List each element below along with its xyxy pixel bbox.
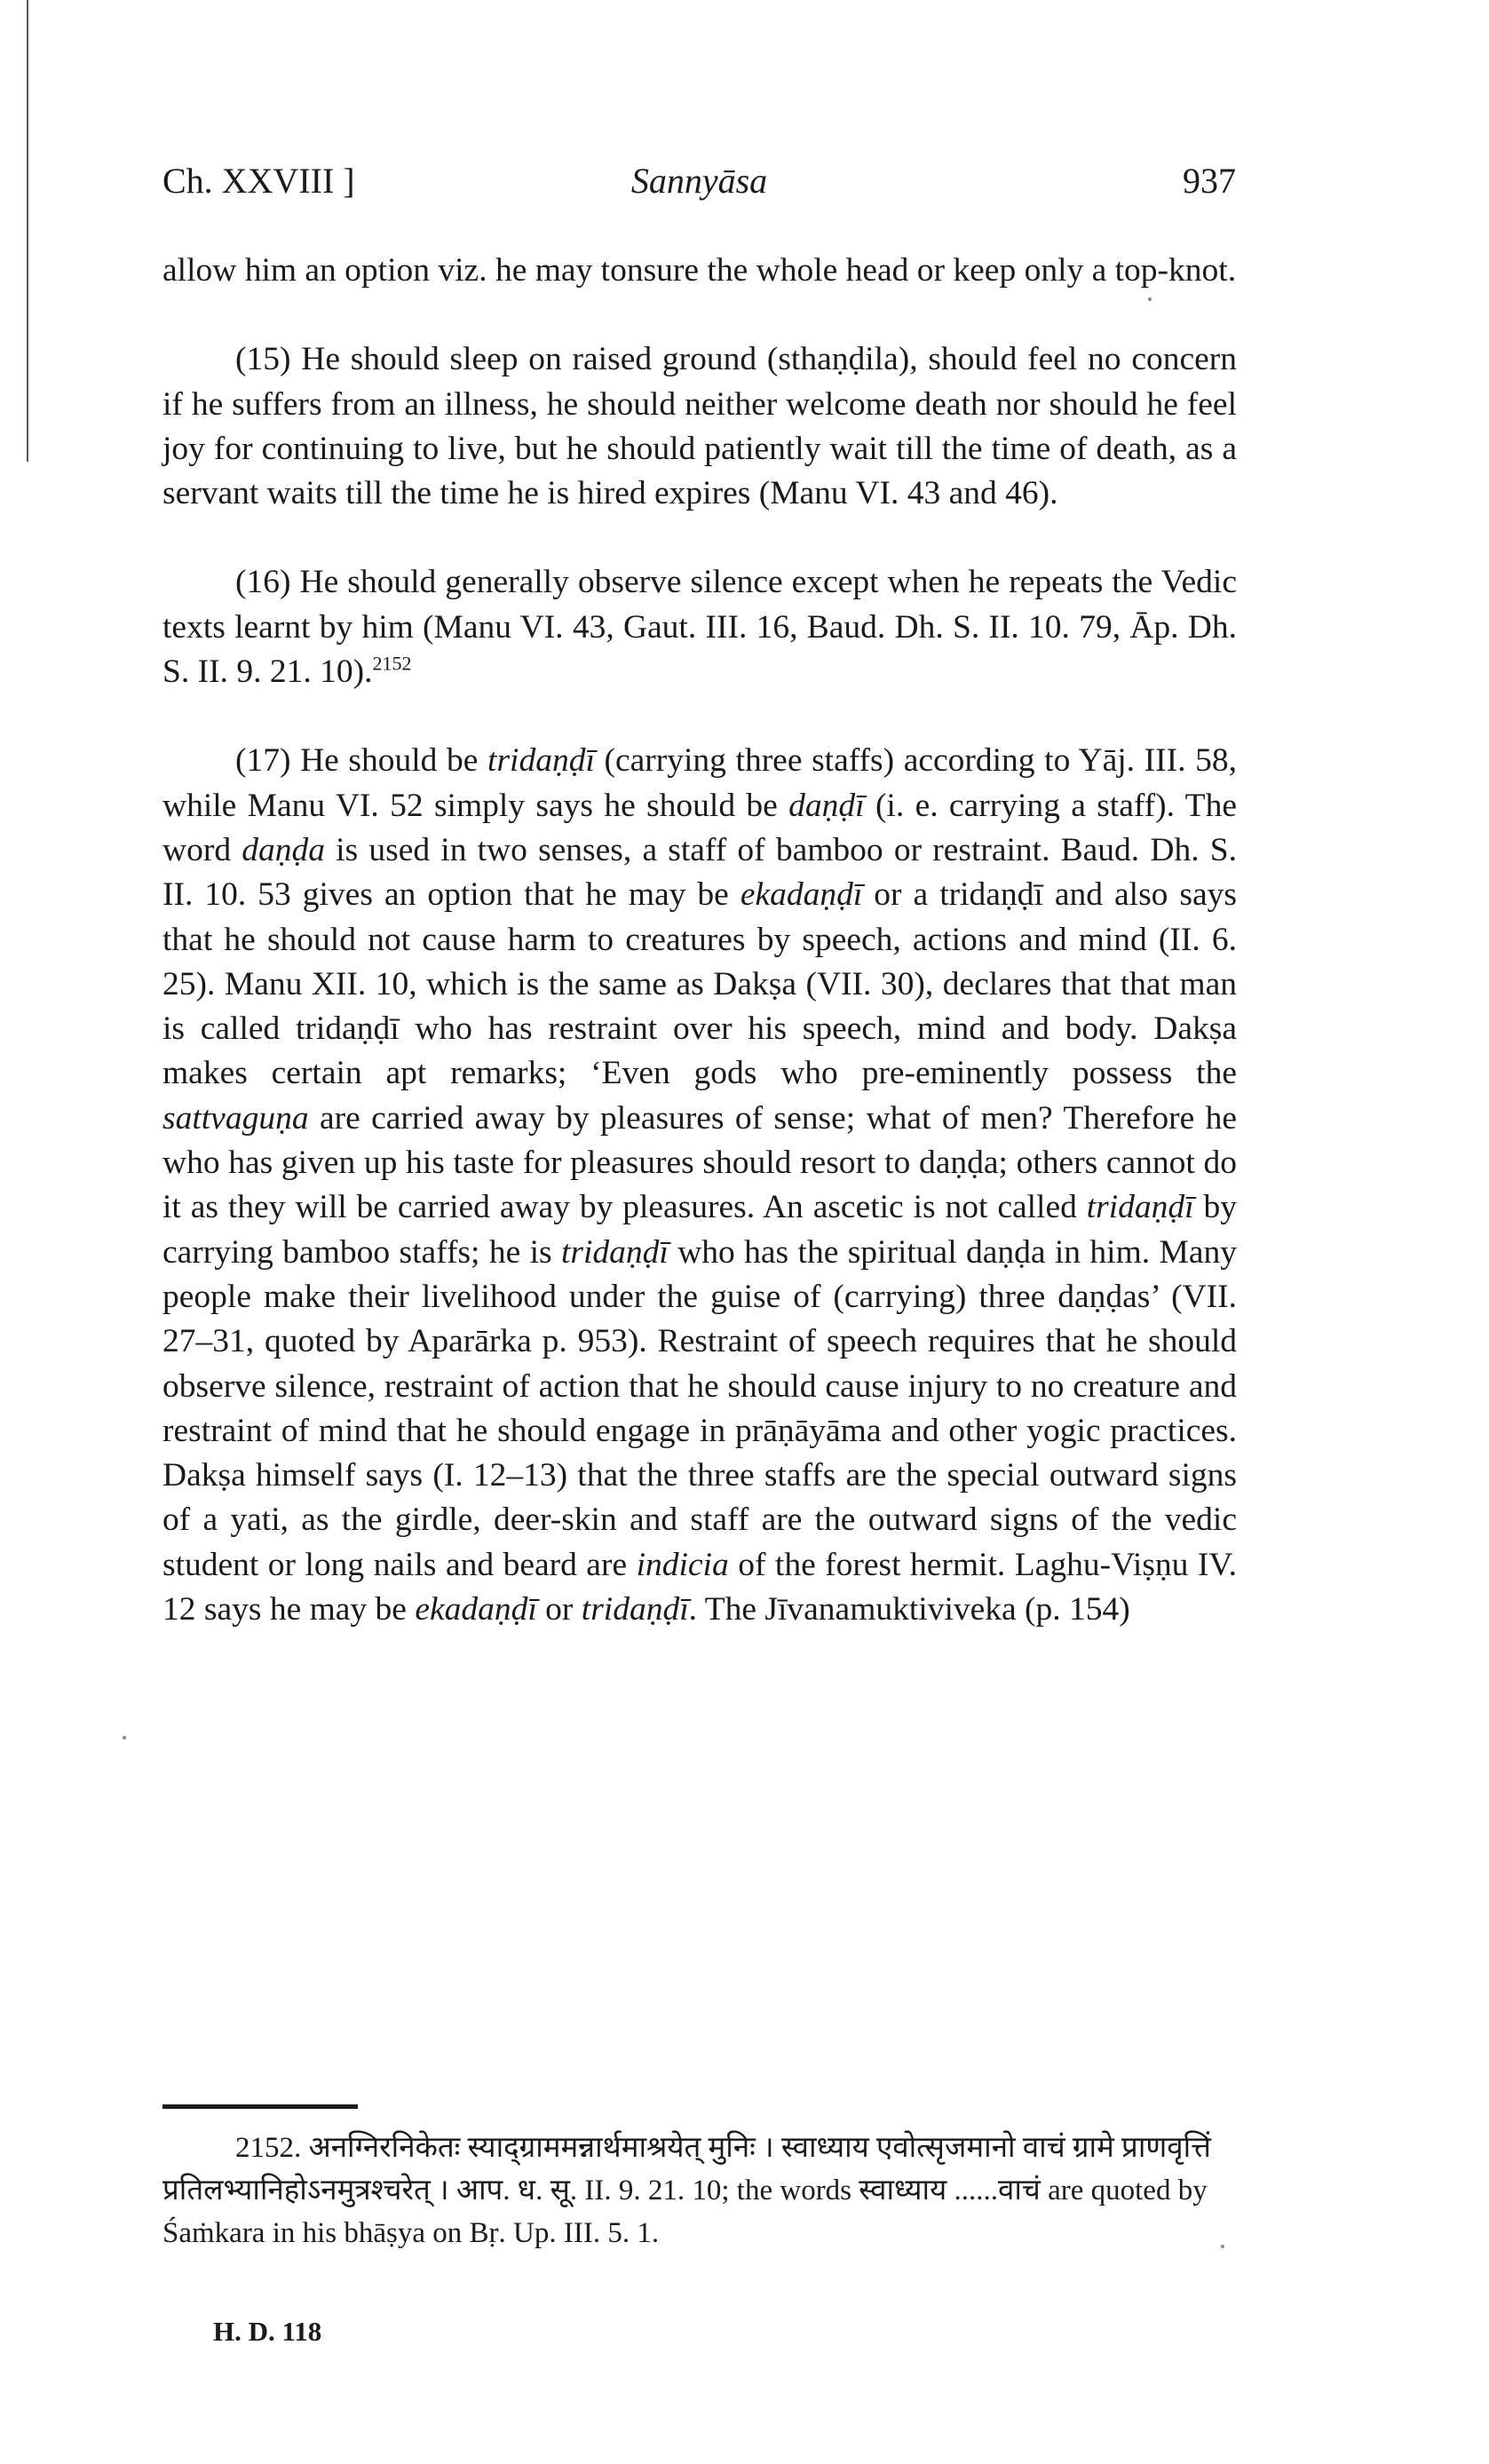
text-run: or <box>536 1591 582 1628</box>
scan-edge-line <box>27 0 28 462</box>
paragraph-17 <box>162 739 1237 1632</box>
paragraph-16 <box>162 560 1237 694</box>
running-title: Sannyāsa <box>630 161 768 201</box>
italic-term: tridaṇḍī <box>581 1591 689 1628</box>
text-run: (i. e. carrying a staff). The word <box>162 787 1237 868</box>
italic-term: ekadaṇḍī <box>740 876 863 914</box>
footnote-2152 <box>162 2127 1237 2254</box>
chapter-label: Ch. XXVIII ] <box>162 161 355 201</box>
italic-term: indicia <box>636 1546 729 1583</box>
italic-term: ekadaṇḍī <box>415 1591 537 1628</box>
text-run: . The Jīvanamuktiviveka (p. 154) <box>688 1591 1130 1628</box>
intro-paragraph: allow him an option viz. he may tonsure the whole head or keep only a top-knot. <box>162 252 1237 289</box>
footnote-separator <box>162 2104 358 2109</box>
text-run: or a tridaṇḍī and also says that he should not cause harm to creatures by speech, actions and mind (II. 6. 25). Manu XII. 10, which is the same as Dakṣa (VII. 30), declares that that man is called tridaṇḍī who has restraint over his speech, mind and body. Dakṣa makes certain apt remarks; ‘Even gods who pre-eminently possess the <box>162 876 1237 1092</box>
italic-term: sattvaguṇa <box>162 1099 309 1137</box>
text-run: by carrying bamboo staffs; he is <box>162 1189 1237 1271</box>
text-run: of the forest hermit. Laghu-Viṣṇu IV. 12 says he may be <box>162 1546 1237 1628</box>
footnote-text: 2152. अनग्निरनिकेतः स्याद्ग्राममन्नार्थमाश्रयेत् मुनिः । स्वाध्याय एवोत्सृजमानो वाचं ग्रामे प्राणवृत्तिं प्रतिलभ्यानिहोऽनमुत्रश्चरेत् । आप. ध. सू. II. 9. 21. 10; the words स्वाध्याय ......वाचं are quoted by Śaṁkara in his bhāṣya on Bṛ. Up. III. 5. 1. <box>162 2132 1211 2249</box>
italic-term: tridaṇḍī <box>487 742 595 780</box>
body-text <box>162 249 1237 1676</box>
printer-signature-mark: H. D. 118 <box>213 2316 322 2347</box>
running-header <box>162 160 1236 213</box>
paragraph-16-text: (16) He should generally observe silence except when he repeats the Vedic texts learnt by him (Manu VI. 43, Gaut. III. 16, Baud. Dh. S. II. 10. 79, Āp. Dh. S. II. 9. 21. 10). <box>162 564 1237 691</box>
scan-speck <box>123 1736 126 1739</box>
text-run: (carrying three staffs) according to Yāj. III. 58, while Manu VI. 52 simply says he should be <box>162 742 1237 824</box>
scan-speck <box>1221 2245 1224 2248</box>
paragraph-15: (15) He should sleep on raised ground (sthaṇḍila), should feel no concern if he suffers from an illness, he should neither welcome death nor should he feel joy for continuing to live, but he should patiently wait till the time of death, as a servant waits till the time he is hired expires (Manu VI. 43 and 46). <box>162 341 1237 512</box>
scan-speck <box>1148 297 1152 301</box>
text-run: (17) He should be <box>235 742 488 780</box>
italic-term: tridaṇḍī <box>560 1233 669 1271</box>
italic-term: daṇḍa <box>242 831 325 868</box>
italic-term: daṇḍī <box>788 787 865 824</box>
text-run: are carried away by pleasures of sense; what of men? Therefore he who has given up his taste for pleasures should resort to daṇḍa; others cannot do it as they will be carried away by pleasures. An ascetic is not called <box>162 1099 1237 1226</box>
italic-term: tridaṇḍī <box>1086 1189 1194 1226</box>
footnote-reference: 2152 <box>372 652 412 675</box>
text-run: is used in two senses, a staff of bamboo or restraint. Baud. Dh. S. II. 10. 53 gives an option that he may be <box>162 831 1237 914</box>
text-run: who has the spiritual daṇḍa in him. Many people make their livelihood under the guise of (carrying) three daṇḍas’ (VII. 27–31, quoted by Aparārka p. 953). Restraint of speech requires that he should observe silence, restraint of action that he should cause injury to no creature and restraint of mind that he should engage in prāṇāyāma and other yogic practices. Dakṣa himself says (I. 12–13) that the three staffs are the special outward signs of a yati, as the girdle, deer-skin and staff are the outward signs of the vedic student or long nails and beard are <box>162 1233 1237 1583</box>
page-number: 937 <box>1183 161 1236 201</box>
